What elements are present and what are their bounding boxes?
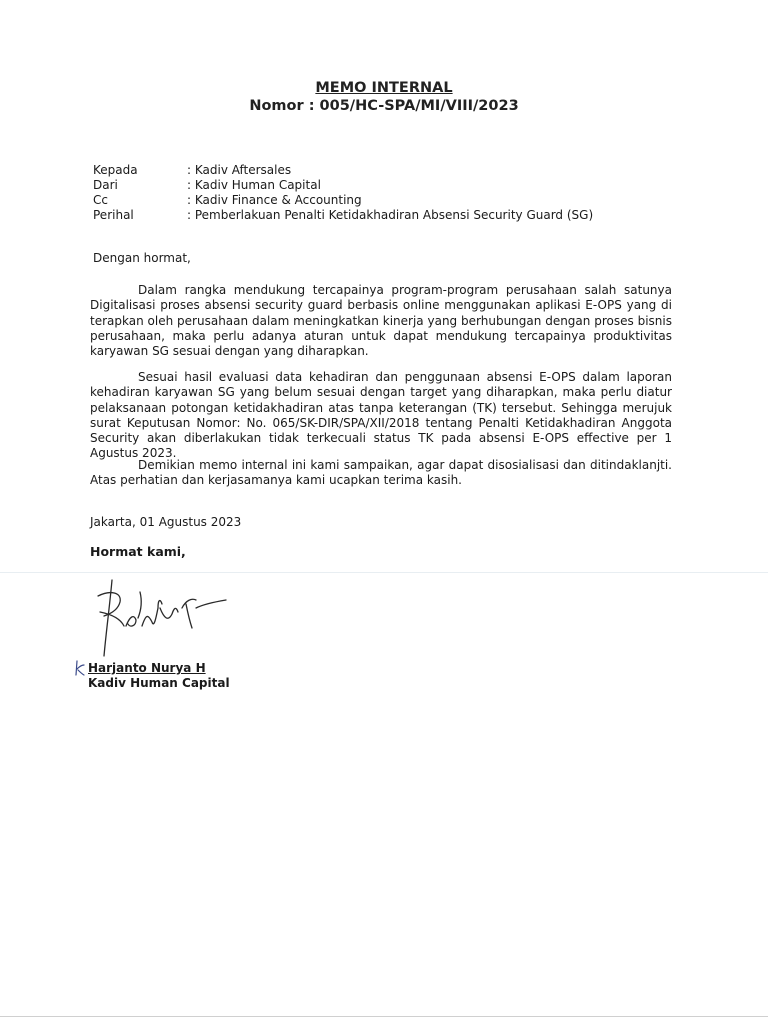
paragraph-text: Sesuai hasil evaluasi data kehadiran dan penggunaan absensi E-OPS dalam laporan kehadiran karyawan SG yang belum sesuai dengan target yang diharapkan, maka perlu diatur pelaksanaan potongan ketidakhadiran atas tanpa keterangan (TK) tersebut. Sehingga merujuk surat Keputusan Nomor: No. 065/SK-DIR/SPA/XII/2018 tentang Penalti Ketidakhadiran Anggota Security akan diberlakukan tidak terkecuali status TK pada absensi E-OPS effective per 1 Agustus 2023. — [90, 370, 672, 461]
routing-value: : Kadiv Aftersales — [187, 163, 292, 177]
body-paragraph-3 — [90, 458, 672, 489]
routing-key: Perihal — [93, 208, 134, 222]
greeting: Dengan hormat, — [93, 251, 191, 265]
routing-key: Dari — [93, 178, 118, 192]
handwritten-signature — [90, 578, 240, 658]
routing-value: : Pemberlakuan Penalti Ketidakhadiran Absensi Security Guard (SG) — [187, 208, 594, 222]
routing-row-subject — [93, 208, 593, 223]
routing-value: : Kadiv Finance & Accounting — [187, 193, 362, 207]
routing-key: Cc — [93, 193, 108, 207]
salutation: Hormat kami, — [90, 544, 186, 559]
routing-key: Kepada — [93, 163, 138, 177]
place-date: Jakarta, 01 Agustus 2023 — [90, 515, 242, 529]
routing-row-cc — [93, 193, 362, 208]
routing-row-to — [93, 163, 291, 178]
page-bottom-edge — [0, 1016, 768, 1017]
initial-mark — [74, 660, 86, 676]
routing-row-from — [93, 178, 321, 193]
memo-title: MEMO INTERNAL — [315, 80, 453, 96]
paragraph-text: Dalam rangka mendukung tercapainya program-program perusahaan salah satunya Digitalisasi proses absensi security guard berbasis online menggunakan aplikasi E-OPS yang di terapkan oleh perusahaan dalam meningkatkan kinerja yang berhubungan dengan proses bisnis perusahaan, maka perlu adanya aturan untuk dapat mendukung tercapainya produktivitas karyawan SG sesuai dengan yang diharapkan. — [90, 283, 672, 359]
memo-number: Nomor : 005/HC-SPA/MI/VIII/2023 — [249, 98, 519, 114]
routing-value: : Kadiv Human Capital — [187, 178, 321, 192]
body-paragraph-2 — [90, 370, 672, 462]
signer-name: Harjanto Nurya H — [88, 661, 206, 675]
paragraph-text: Demikian memo internal ini kami sampaikan, agar dapat disosialisasi dan ditindaklanjti. Atas perhatian dan kerjasamanya kami ucapkan terima kasih. — [90, 458, 672, 488]
body-paragraph-1 — [90, 283, 672, 359]
scan-divider — [0, 572, 768, 573]
signer-title: Kadiv Human Capital — [88, 676, 230, 690]
